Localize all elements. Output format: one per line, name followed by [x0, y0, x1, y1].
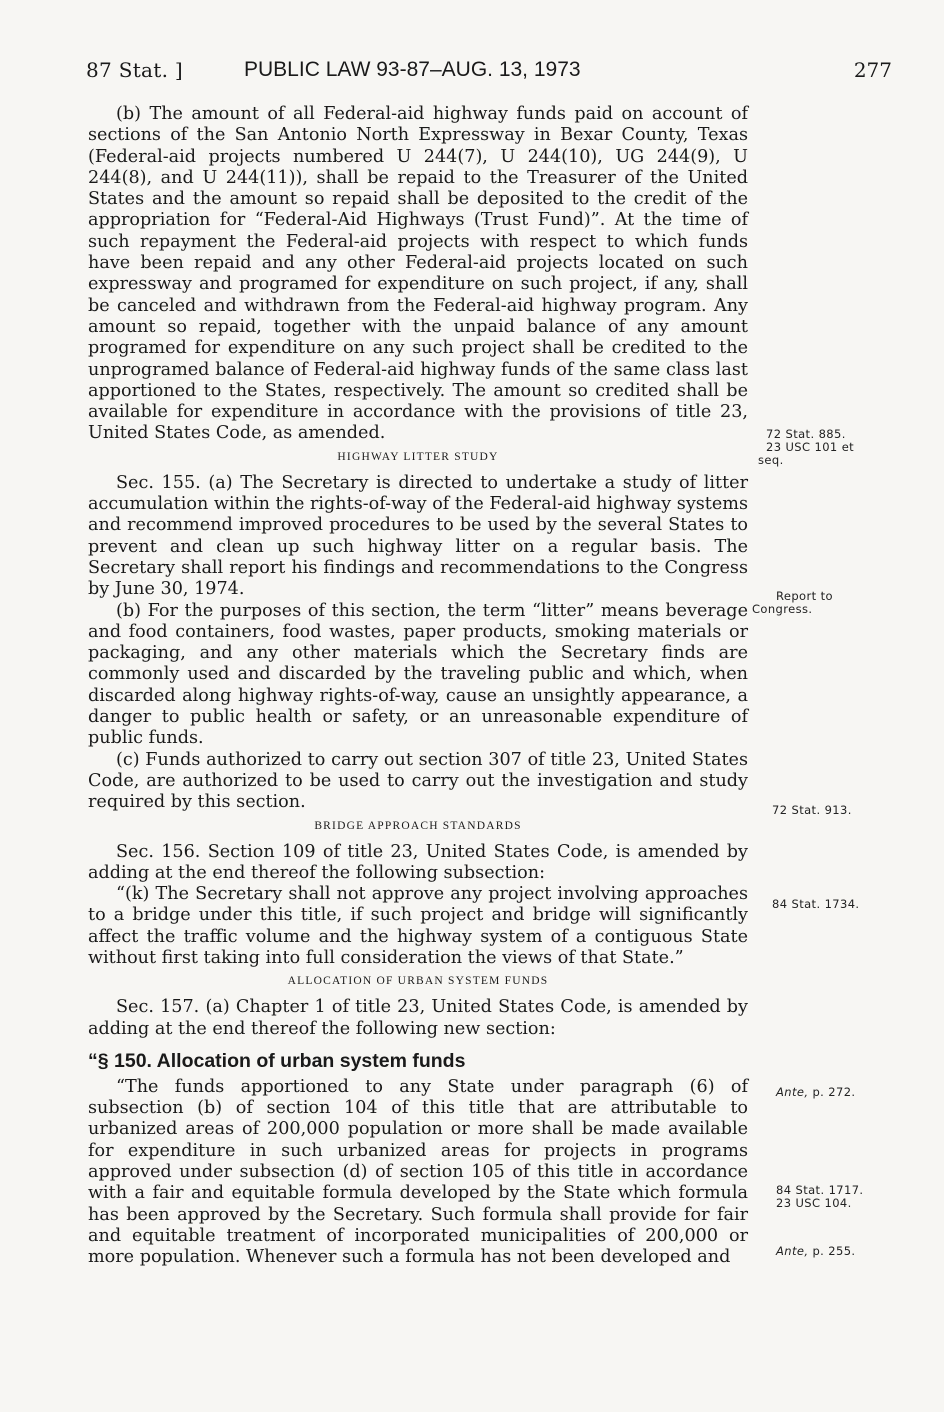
- margin-note-84-stat-1734: 84 Stat. 1734.: [772, 897, 860, 911]
- heading-highway-litter-study: HIGHWAY LITTER STUDY: [337, 450, 499, 463]
- heading-bridge-approach-standards: BRIDGE APPROACH STANDARDS: [314, 819, 522, 832]
- page-header: [86, 58, 892, 88]
- margin-note-72-stat-885: 72 Stat. 885. 23 USC 101 et seq.: [758, 427, 855, 467]
- margin-note-report-to-congress: Report to Congress.: [752, 589, 833, 616]
- margin-note-72-stat-913: 72 Stat. 913.: [772, 803, 852, 817]
- paragraph-sec-150-text: “The funds apportioned to any State under paragraph (6) of subsection (b) of section 104 of this title that are attributable to urbanized areas of 200,000 population or more shall be made available for expenditure in such urbanized areas for projects in programs approved under subsection (d) of section 105 of this title in accordance with a fair and equitable formula developed by the State which formula has been approved by the Secretary. Such formula shall provide for fair and equitable treatment of incorporated municipalities of 200,000 or more population. Whenever such a formula has not been developed and: [88, 1076, 748, 1268]
- document-body: [88, 104, 748, 1269]
- heading-allocation-urban-system-funds: ALLOCATION OF URBAN SYSTEM FUNDS: [287, 975, 549, 988]
- public-law-title: PUBLIC LAW 93-87–AUG. 13, 1973: [244, 58, 581, 81]
- paragraph-sec-156: Sec. 156. Section 109 of title 23, United States Code, is amended by adding at the end thereof the following subsection:: [88, 841, 748, 883]
- page-number: 277: [853, 58, 892, 82]
- margin-note-84-stat-1717: 84 Stat. 1717. 23 USC 104.: [776, 1183, 864, 1210]
- paragraph-sec-157-a: Sec. 157. (a) Chapter 1 of title 23, United States Code, is amended by adding at the end thereof the following new section:: [88, 997, 748, 1039]
- margin-note-ante-272: Ante, p. 272.: [776, 1085, 856, 1099]
- statute-volume: 87 Stat. ]: [86, 58, 184, 82]
- paragraph-sec-155-b: (b) For the purposes of this section, the term “litter” means beverage and food containers, food wastes, paper products, smoking materials or packaging, and any other materials which the Secretary finds are commonly used and discarded by the traveling public and which, when discarded along highway rights-of-way, cause an unsightly appearance, a danger to public health or safety, or an unreasonable expenditure of public funds.: [88, 600, 748, 749]
- paragraph-sec-155-a: Sec. 155. (a) The Secretary is directed to undertake a study of litter accumulation within the rights-of-way of the Federal-aid highway systems and recommend improved procedures to be used by the several States to prevent and clean up such highway litter on a regular basis. The Secretary shall report his findings and recommendations to the Congress by June 30, 1974.: [88, 472, 748, 600]
- paragraph-sec-156-k: “(k) The Secretary shall not approve any project involving approaches to a bridge under this title, if such project and bridge will significantly affect the traffic volume and the highway system of a contiguous State without first taking into full consideration the views of that State.”: [88, 884, 748, 968]
- paragraph-b-repayment: (b) The amount of all Federal-aid highway funds paid on account of sections of the San Antonio North Expressway in Bexar County, Texas (Federal-aid projects numbered U 244(7), U 244(10), UG 244(9), U 244(8), and U 244(11)), shall be repaid to the Treasurer of the United States and the amount so repaid shall be deposited to the credit of the appropriation for “Federal-Aid Highways (Trust Fund)”. At the time of such repayment the Federal-aid projects with respect to which funds have been repaid and any other Federal-aid projects located on such expressway and programed for expenditure on such project, if any, shall be canceled and withdrawn from the Federal-aid highway program. Any amount so repaid, together with the unpaid balance of any amount programed for expenditure on any such project shall be credited to the unprogramed balance of Federal-aid highway funds of the same class last apportioned to the States, respectively. The amount so credited shall be available for expenditure in accordance with the provisions of title 23, United States Code, as amended.: [88, 104, 748, 444]
- section-150-title: “§ 150. Allocation of urban system funds: [88, 1049, 466, 1072]
- margin-note-ante-255: Ante, p. 255.: [776, 1244, 856, 1258]
- paragraph-sec-155-c: (c) Funds authorized to carry out section 307 of title 23, United States Code, are authorized to be used to carry out the investigation and study required by this section.: [88, 749, 748, 813]
